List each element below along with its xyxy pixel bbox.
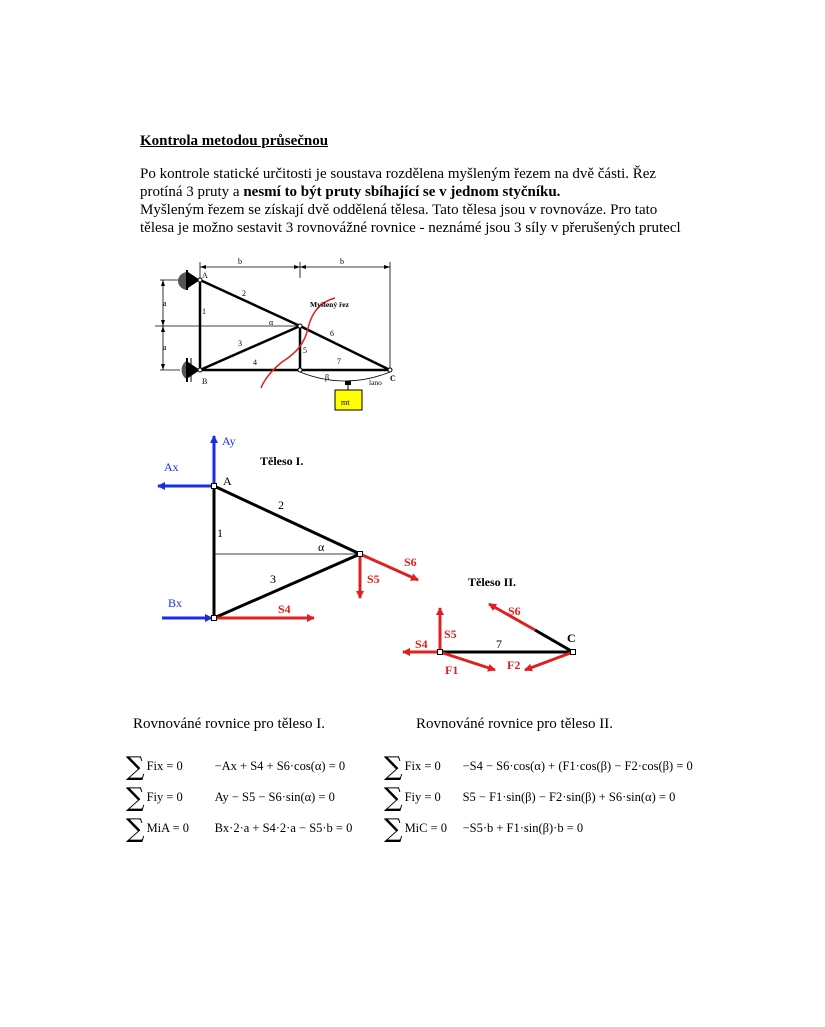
node-label: C <box>567 631 576 645</box>
body-one-bars <box>214 486 360 618</box>
bar-label: 3 <box>238 339 242 348</box>
support-B <box>182 358 200 382</box>
paragraph-line <box>140 183 560 201</box>
node-label: A <box>202 271 208 280</box>
body-two-forces <box>403 608 573 670</box>
paragraph-text: protíná 3 pruty a <box>140 184 244 200</box>
sum-symbol: ∑ <box>126 783 145 813</box>
angle-label: β <box>325 373 330 382</box>
equation-right-2 <box>384 783 676 813</box>
sum-symbol: ∑ <box>384 814 403 844</box>
equation-rhs: Bx·2·a + S4·2·a − S5·b = 0 <box>214 821 353 835</box>
force-label-S4: S4 <box>278 602 291 616</box>
force-label-S4: S4 <box>415 637 428 651</box>
paragraph-line: tělesa je možno sestavit 3 rovnovážné rovnice - neznámé jsou 3 síly v přerušených prutecl <box>140 220 681 236</box>
equation-lhs: Fix = 0 <box>404 759 441 773</box>
bar-label: 1 <box>217 526 223 540</box>
equation-lhs: MiA = 0 <box>146 821 190 835</box>
emphasis-text: nesmí to být pruty sbíhající se v jednom styčníku. <box>243 184 561 200</box>
equation-left-3 <box>126 814 353 844</box>
force-label-Bx: Bx <box>168 596 183 610</box>
force-label-F1: F1 <box>445 663 459 677</box>
equation-lhs: Fix = 0 <box>146 759 183 773</box>
equations-header-right: Rovnováné rovnice pro těleso II. <box>416 716 614 732</box>
bar-label: 5 <box>303 346 307 355</box>
node-label: B <box>202 377 208 386</box>
force-label-F2: F2 <box>507 658 521 672</box>
dimension-label: b <box>238 257 242 266</box>
equation-rhs: S5 − F1·sin(β) − F2·sin(β) + S6·sin(α) = 0 <box>462 790 676 804</box>
bar-label: 2 <box>278 498 284 512</box>
bar-label: 1 <box>202 307 206 316</box>
support-A <box>178 270 200 290</box>
force-label-Ay: Ay <box>222 434 236 448</box>
rope-label: lano <box>369 378 382 387</box>
bar-label: 3 <box>270 572 276 586</box>
equation-rhs: Ay − S5 − S6·sin(α) = 0 <box>214 790 335 804</box>
bar-label: 7 <box>337 357 341 366</box>
bar-label: 6 <box>330 329 334 338</box>
equation-lhs: Fiy = 0 <box>146 790 183 804</box>
equation-rhs: −S4 − S6·cos(α) + (F1·cos(β) − F2·cos(β) = 0 <box>462 759 693 773</box>
equations-header-left: Rovnováné rovnice pro těleso I. <box>133 716 326 732</box>
node-label: A <box>223 474 232 488</box>
sum-symbol: ∑ <box>384 752 403 782</box>
equation-rhs: −S5·b + F1·sin(β)·b = 0 <box>462 821 584 835</box>
sum-symbol: ∑ <box>126 752 145 782</box>
truss-bars <box>200 280 390 370</box>
body-title: Těleso II. <box>468 575 516 589</box>
paragraph-line: Myšleným řezem se získají dvě oddělená tělesa. Tato tělesa jsou v rovnováze. Pro tato <box>140 202 658 218</box>
paragraph-line: Po kontrole statické určitosti je soustava rozdělena myšleným řezem na dvě části. Řez <box>140 166 657 182</box>
angle-label: α <box>318 540 325 554</box>
force-label-S6: S6 <box>508 604 521 618</box>
cut-label: Myšlený řez <box>310 300 349 309</box>
angle-label: α <box>269 318 274 327</box>
dimension-label: b <box>340 257 344 266</box>
sum-symbol: ∑ <box>126 814 145 844</box>
force-label-Ax: Ax <box>164 460 179 474</box>
bar-label: 2 <box>242 289 246 298</box>
equation-lhs: Fiy = 0 <box>404 790 441 804</box>
sum-symbol: ∑ <box>384 783 403 813</box>
node-label: C <box>390 374 396 383</box>
dimension-label: a <box>163 343 167 352</box>
bar-label: 7 <box>496 637 502 651</box>
section-heading: Kontrola metodou průsečnou <box>140 133 329 149</box>
equation-left-2 <box>126 783 335 813</box>
force-label-S6: S6 <box>404 555 417 569</box>
internal-forces <box>214 554 418 618</box>
body-title: Těleso I. <box>260 454 304 468</box>
equation-lhs: MiC = 0 <box>404 821 448 835</box>
truss-figure <box>150 250 410 420</box>
force-label-S5: S5 <box>444 627 457 641</box>
bar-label: 4 <box>253 358 257 367</box>
cut-line <box>261 298 335 388</box>
dimension-label: a <box>163 299 167 308</box>
mass-label: mt <box>341 398 350 407</box>
equation-right-3 <box>384 814 584 844</box>
equation-rhs: −Ax + S4 + S6·cos(α) = 0 <box>214 759 346 773</box>
body-two-figure <box>395 570 590 680</box>
force-label-S5: S5 <box>367 572 380 586</box>
equation-left-1 <box>126 752 346 782</box>
equation-right-1 <box>384 752 693 782</box>
